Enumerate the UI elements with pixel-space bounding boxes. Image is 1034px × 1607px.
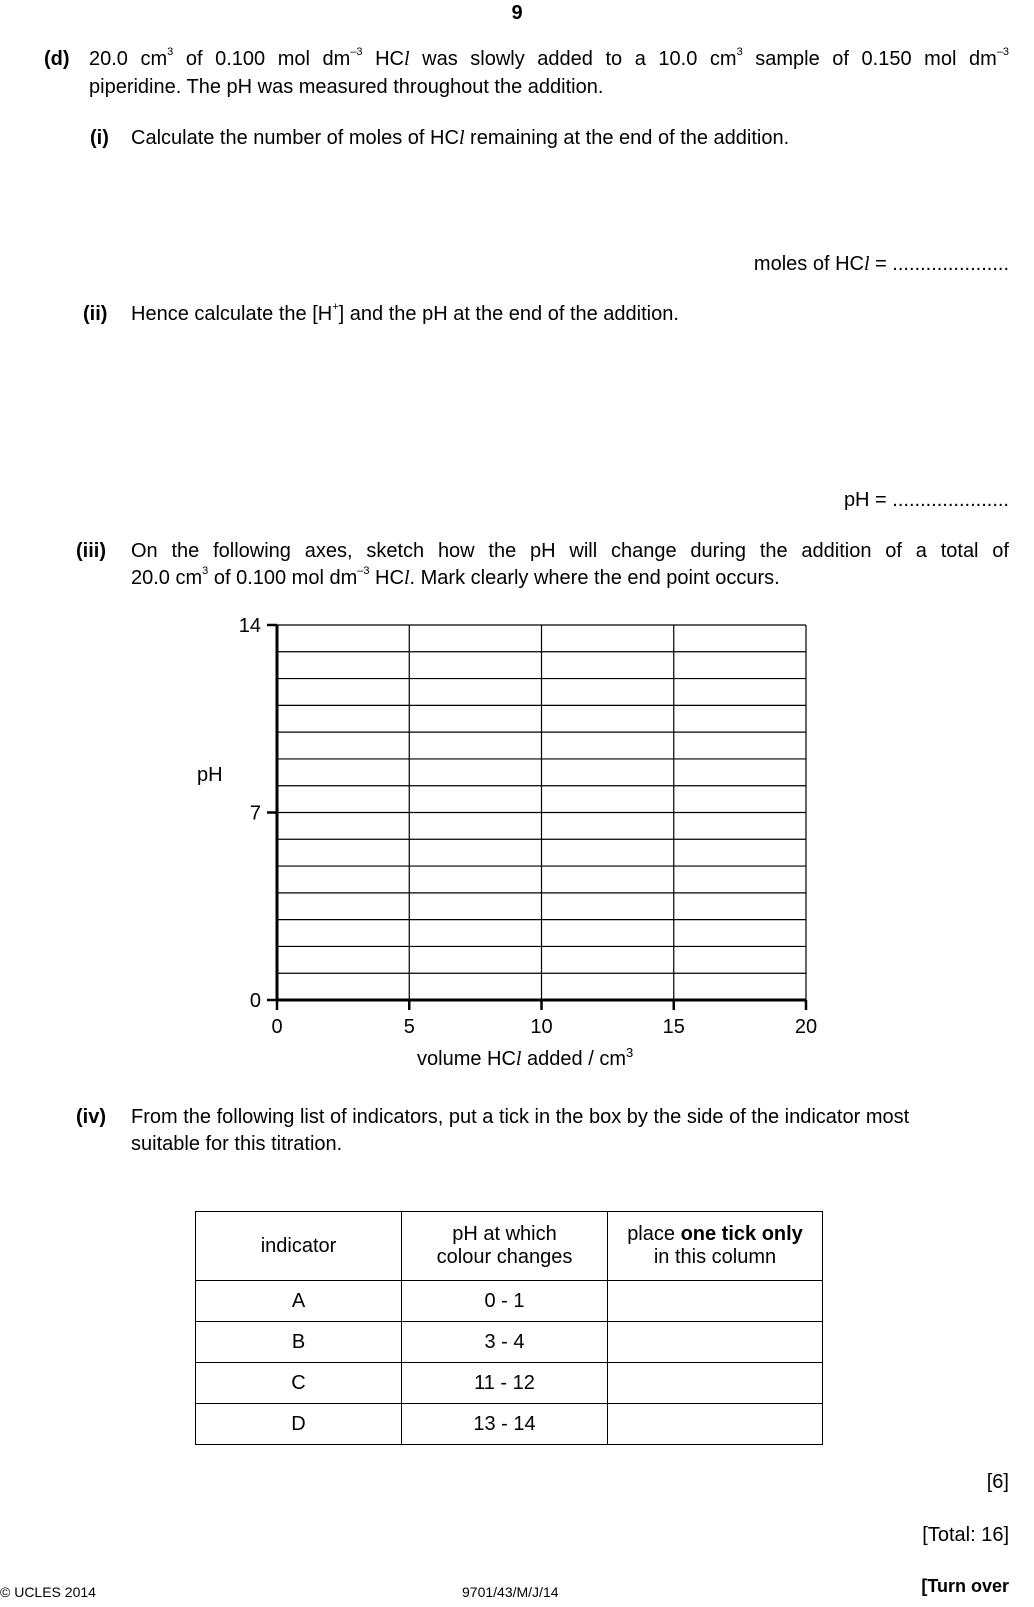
x-tick-label: 20 (794, 1016, 818, 1038)
y-tick-label: 14 (238, 615, 261, 637)
indicator-cell: A (196, 1281, 402, 1322)
turn-over: [Turn over (921, 1576, 1009, 1596)
q-iii-line1: On the following axes, sketch how the pH will change during the addition of a total of (131, 540, 1009, 562)
x-tick-label: 0 (271, 1016, 283, 1038)
q-iv-line1: From the following list of indicators, put a tick in the box by the side of the indicator most (131, 1106, 910, 1128)
range-cell: 11 - 12 (402, 1363, 608, 1404)
table-row (196, 1281, 823, 1322)
q-iv-line2: suitable for this titration. (131, 1133, 343, 1155)
tick-box[interactable] (608, 1404, 823, 1445)
header-indicator: indicator (196, 1212, 402, 1281)
q-i-answer-line: moles of HCl = ..................... (753, 253, 1009, 275)
graph-ticks (267, 625, 806, 1010)
total-marks: [Total: 16] (922, 1524, 1009, 1546)
q-iii-line2: 20.0 $cm^3$ of 0.100 mol $dm^{-3}$ HCl. Mark clearly where the end point occurs. (131, 565, 780, 589)
x-tick-label: 10 (530, 1016, 553, 1038)
y-tick-label: 0 (249, 990, 261, 1012)
footer-paper-code: 9701/43/M/J/14 (462, 1584, 559, 1600)
q-iv-label: (iv) (76, 1106, 106, 1128)
table-row (196, 1363, 823, 1404)
y-axis-label: pH (197, 764, 223, 786)
table-row (196, 1322, 823, 1363)
part-d-intro-line1: 20.0 $cm^3$ of 0.100 mol $dm^{-3}$ HCl was slowly added to a 10.0 $cm^3$ sample of 0.150 mol $dm^{-3}$ (89, 46, 1009, 70)
indicator-table (195, 1211, 823, 1445)
indicator-cell: C (196, 1363, 402, 1404)
part-d-intro-line2: piperidine. The pH was measured throughout the addition. (89, 76, 604, 98)
range-cell: 3 - 4 (402, 1322, 608, 1363)
header-ph-range: pH at which colour changes (402, 1212, 608, 1281)
q-i-text: Calculate the number of moles of HCl remaining at the end of the addition. (131, 127, 790, 149)
tick-box[interactable] (608, 1281, 823, 1322)
y-tick-label: 7 (249, 802, 261, 825)
range-cell: 0 - 1 (402, 1281, 608, 1322)
graph-grid (277, 625, 806, 1000)
x-tick-label: 15 (662, 1016, 685, 1038)
q-ii-label: (ii) (83, 303, 108, 325)
marks: [6] (986, 1471, 1009, 1493)
ph-sketch-graph[interactable] (185, 615, 845, 1085)
table-row (196, 1404, 823, 1445)
indicator-cell: B (196, 1322, 402, 1363)
tick-box[interactable] (608, 1363, 823, 1404)
q-ii-text: Hence calculate the [H+] and the pH at the end of the addition. (131, 301, 679, 325)
range-cell: 13 - 14 (402, 1404, 608, 1445)
header-tick-column: place one tick only in this column (608, 1212, 823, 1281)
tick-box[interactable] (608, 1322, 823, 1363)
part-d-label: (d) (44, 48, 70, 70)
q-iii-label: (iii) (76, 540, 106, 562)
q-i-label: (i) (90, 127, 109, 149)
q-ii-answer-line: pH = ..................... (843, 489, 1009, 511)
footer-copyright: © UCLES 2014 (0, 1584, 96, 1600)
x-axis-label: volume HCl added / $cm^3$ (417, 1045, 634, 1070)
table-header-row (196, 1212, 823, 1281)
page-number: 9 (511, 2, 523, 24)
indicator-cell: D (196, 1404, 402, 1445)
x-tick-label: 5 (403, 1016, 415, 1038)
